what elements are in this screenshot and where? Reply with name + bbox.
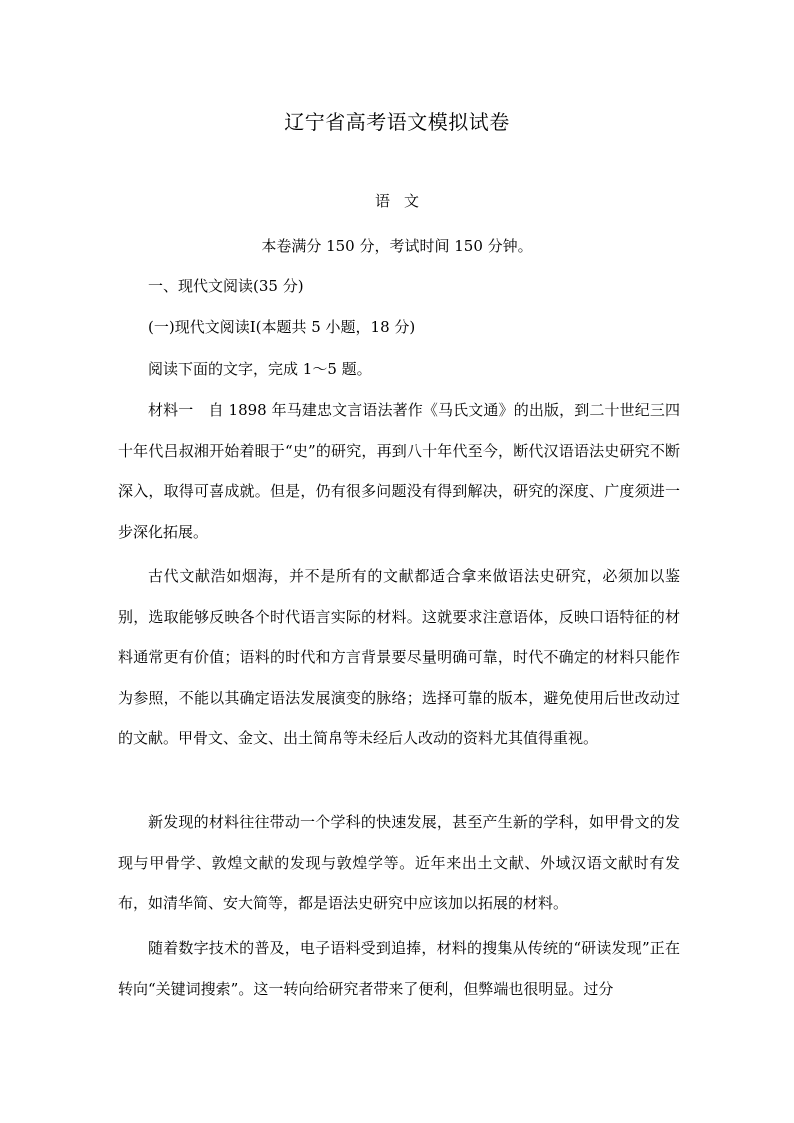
reading-instruction: 阅读下面的文字，完成 1～5 题。 bbox=[148, 360, 372, 378]
subject-label: 语文 bbox=[374, 192, 433, 210]
paragraph-digital-tech: 随着数字技术的普及，电子语料受到追捧，材料的搜集从传统的“研读发现”正在转向“关键词搜索”。这一转向给研究者带来了便利，但弊端也很明显。过分 bbox=[118, 939, 680, 998]
paragraph-new-materials: 新发现的材料往往带动一个学科的快速发展，甚至产生新的学科，如甲骨文的发现与甲骨学、敦煌文献的发现与敦煌学等。近年来出土文献、外域汉语文献时有发布，如清华简、安大简等，都是语法史研究中应该加以拓展的材料。 bbox=[118, 813, 680, 912]
section-heading: 一、现代文阅读(35 分) bbox=[148, 277, 304, 295]
paragraph-material-one: 材料一 自 1898 年马建忠文言语法著作《马氏文通》的出版，到二十世纪三四十年代吕叔湘开始着眼于“史”的研究，再到八十年代至今，断代汉语语法史研究不断深入，取得可喜成就。但是，仍有很多问题没有得到解决，研究的深度、广度须进一步深化拓展。 bbox=[118, 401, 680, 541]
subsection-heading: (一)现代文阅读Ⅰ(本题共 5 小题，18 分) bbox=[148, 318, 416, 336]
document-title: 辽宁省高考语文模拟试卷 bbox=[284, 110, 510, 134]
paragraph-ancient-texts: 古代文献浩如烟海，并不是所有的文献都适合拿来做语法史研究，必须加以鉴别，选取能够反映各个时代语言实际的材料。这就要求注意语体，反映口语特征的材料通常更有价值；语料的时代和方言背景要尽量明确可靠，时代不确定的材料只能作为参照，不能以其确定语法发展演变的脉络；选择可靠的版本，避免使用后世改动过的文献。甲骨文、金文、出土简帛等未经后人改动的资料尤其值得重视。 bbox=[118, 567, 680, 747]
exam-info: 本卷满分 150 分，考试时间 150 分钟。 bbox=[261, 237, 533, 255]
